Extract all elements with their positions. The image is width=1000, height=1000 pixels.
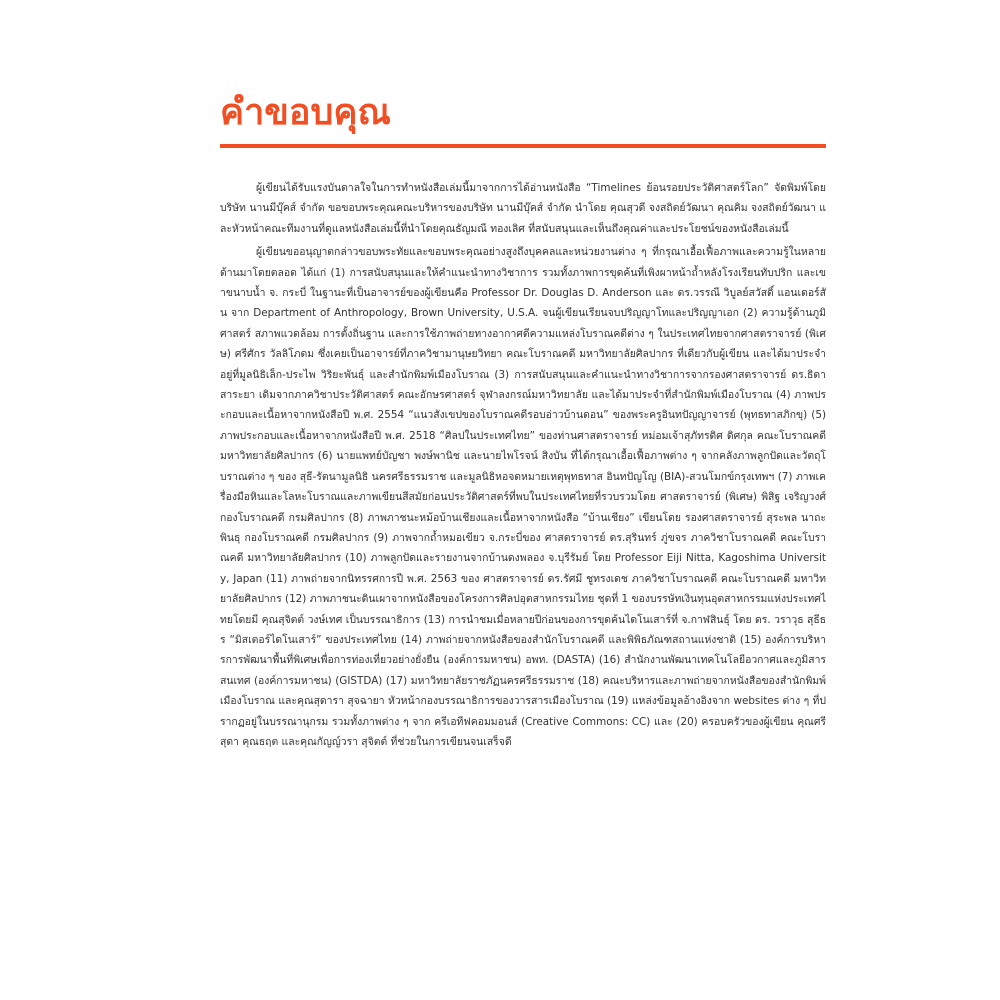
title-underline [220, 144, 826, 148]
paragraph-intro: ผู้เขียนได้รับแรงบันดาลใจในการทำหนังสือเล่มนี้มาจากการได้อ่านหนังสือ “Timelines ย้อนรอยประวัติศาสตร์โลก” จัดพิมพ์โดยบริษัท นานมีบุ๊คส์ จำกัด ขอขอบพระคุณคณะบริหารของบริษัท นานมีบุ๊คส์ จำกัด นำโดย คุณสุวดี จงสถิตย์วัฒนา คุณคิม จงสถิตย์วัฒนา และหัวหน้าคณะทีมงานที่ดูแลหนังสือเล่มนี้ที่นำโดยคุณธัญมณี ทองเลิศ ที่สนับสนุนและเห็นถึงคุณค่าและประโยชน์ของหนังสือเล่มนี้ [220, 182, 826, 235]
acknowledgements-body [220, 178, 826, 755]
page-title: คำขอบคุณ [220, 92, 391, 133]
paragraph-thanks-list: ผู้เขียนขออนุญาตกล่าวขอบพระทัยและขอบพระคุณอย่างสูงถึงบุคคลและหน่วยงานต่าง ๆ ที่กรุณาเอื้อเฟื้อภาพและความรู้ในหลายด้านมาโดยตลอด ได้แก่ (1) การสนับสนุนและให้คำแนะนำทางวิชาการ รวมทั้งภาพการขุดค้นที่เพิงผาหน้าถ้ำหลังโรงเรียนทับปริก และเขาขนาบน้ำ จ. กระบี่ ในฐานะที่เป็นอาจารย์ของผู้เขียนคือ Professor Dr. Douglas D. Anderson และ ดร.วรรณี วิบูลย์สวัสดิ์ แอนเดอร์สัน จาก Department of Anthropology, Brown University, U.S.A. จนผู้เขียนเรียนจบปริญญาโทและปริญญาเอก (2) ความรู้ด้านภูมิศาสตร์ สภาพแวดล้อม การตั้งถิ่นฐาน และการใช้ภาพถ่ายทางอากาศดีความแหล่งโบราณคดีต่าง ๆ ในประเทศไทยจากศาสตราจารย์ (พิเศษ) ศรีศักร วัลลิโภดม ซึ่งเคยเป็นอาจารย์ที่ภาควิชามานุษยวิทยา คณะโบราณคดี มหาวิทยาลัยศิลปากร ที่เดียวกับผู้เขียน และได้มาประจำอยู่ที่มูลนิธิเล็ก-ประไพ วิริยะพันธุ์ และสำนักพิมพ์เมืองโบราณ (3) การสนับสนุนและคำแนะนำทางวิชาการจากรองศาสตราจารย์ ดร.ธิดา สาระยา เดิมจากภาควิชาประวัติศาสตร์ คณะอักษรศาสตร์ จุฬาลงกรณ์มหาวิทยาลัย และได้มาประจำที่สำนักพิมพ์เมืองโบราณ (4) ภาพประกอบและเนื้อหาจากหนังสือปี พ.ศ. 2554 “แนวสังเขปของโบราณคดีรอบอ่าวบ้านดอน” ของพระครูอินทปัญญาจารย์ (พุทธทาสภิกขุ) (5) ภาพประกอบและเนื้อหาจากหนังสือปี พ.ศ. 2518 “ศิลปในประเทศไทย” ของท่านศาสตราจารย์ หม่อมเจ้าสุภัทรดิศ ดิศกุล คณะโบราณคดี มหาวิทยาลัยศิลปากร (6) นายแพทย์บัญชา พงษ์พานิช และนายไพโรจน์ สิงบัน ที่ได้กรุณาเอื้อเฟื้อภาพต่าง ๆ จากคลังภาพลูกปัดและวัตถุโบราณต่าง ๆ ของ สุธี-รัตนามูลนิธิ นครศรีธรรมราช และมูลนิธิหอจดหมายเหตุพุทธทาส อินทปัญโญ (BIA)-สวนโมกข์กรุงเทพฯ (7) ภาพเครื่องมือหินและโลหะโบราณและภาพเขียนสีสมัยก่อนประวัติศาสตร์ที่พบในประเทศไทยที่รวบรวมโดย ศาสตราจารย์ (พิเศษ) พิสิฐ เจริญวงศ์ กองโบราณคดี กรมศิลปากร (8) ภาพภาชนะหม้อบ้านเชียงและเนื้อหาจากหนังสือ “บ้านเชียง” เขียนโดย รองศาสตราจารย์ สุระพล นาถะพินธุ กองโบราณคดี กรมศิลปากร (9) ภาพจากถ้ำหมอเขียว จ.กระบี่ของ ศาสตราจารย์ ดร.สุรินทร์ ภู่ขจร ภาควิชาโบราณคดี คณะโบราณคดี มหาวิทยาลัยศิลปากร (10) ภาพลูกปัดและรายงานจากบ้านดงพลอง จ.บุรีรัมย์ โดย Professor Eiji Nitta, Kagoshima University, Japan (11) ภาพถ่ายจากนิทรรศการปี พ.ศ. 2563 ของ ศาสตราจารย์ ดร.รัศมี ชูทรงเดช ภาควิชาโบราณคดี คณะโบราณคดี มหาวิทยาลัยศิลปากร (12) ภาพภาชนะดินเผาจากหนังสือของโครงการศิลปอุตสาหกรรมไทย ชุดที่ 1 ของบรรษัทเงินทุนอุตสาหกรรมแห่งประเทศไทยโดยมี คุณสุจิตต์ วงษ์เทศ เป็นบรรณาธิการ (13) การนำชมเมื่อหลายปีก่อนของการขุดค้นไดโนเสาร์ที่ จ.กาฬสินธุ์ โดย ดร. วราวุธ สุธีธร “มิสเตอร์ไดโนเสาร์” ของประเทศไทย (14) ภาพถ่ายจากหนังสือของสำนักโบราณคดี และพิพิธภัณฑสถานแห่งชาติ (15) องค์การบริหารการพัฒนาพื้นที่พิเศษเพื่อการท่องเที่ยวอย่างยั่งยืน (องค์การมหาชน) อพท. (DASTA) (16) สำนักงานพัฒนาเทคโนโลยีอวกาศและภูมิสารสนเทศ (องค์การมหาชน) (GISTDA) (17) มหาวิทยาลัยราชภัฏนครศรีธรรมราช (18) คณะบริหารและภาพถ่ายจากหนังสือของสำนักพิมพ์เมืองโบราณ และคุณสุดารา สุจฉายา หัวหน้ากองบรรณาธิการของวารสารเมืองโบราณ (19) แหล่งข้อมูลอ้างอิงจาก websites ต่าง ๆ ที่ปรากฏอยู่ในบรรณานุกรม รวมทั้งภาพต่าง ๆ จาก ครีเอทีฟคอมมอนส์ (Creative Commons: CC) และ (20) ครอบครัวของผู้เขียน คุณศรีสุดา คุณธฤต และคุณกัญญ์วรา สุจิตต์ ที่ช่วยในการเขียนจนเสร็จดี [220, 246, 826, 748]
